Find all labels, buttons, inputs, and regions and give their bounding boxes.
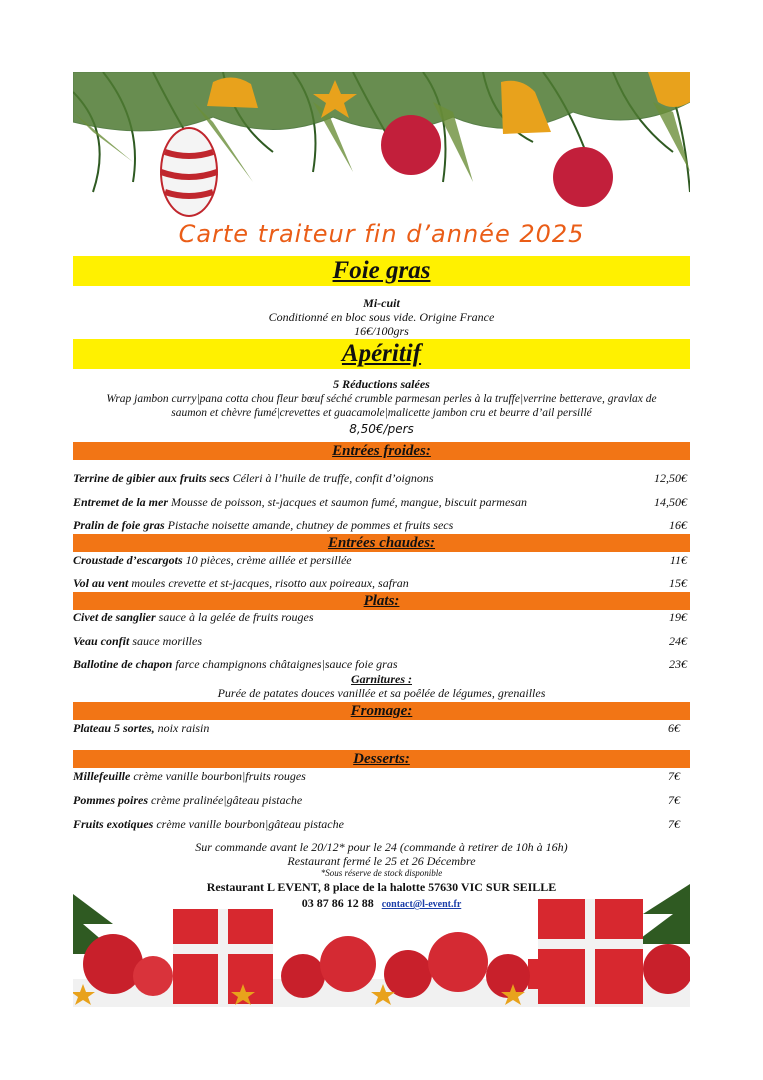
item-name: Pommes poires: [73, 793, 148, 807]
footer-phone: 03 87 86 12 88: [301, 896, 374, 910]
item-name: Veau confit: [73, 634, 130, 648]
section-entrees-chaudes-heading: [73, 534, 690, 552]
menu-item: [73, 721, 690, 735]
item-desc: Céleri à l’huile de truffe, confit d’oignons: [229, 471, 434, 485]
item-price: 19€: [669, 610, 687, 624]
section-plats-heading: [73, 592, 690, 610]
menu-item: [73, 793, 690, 807]
item-desc: sauce à la gelée de fruits rouges: [155, 610, 314, 624]
item-name: Entremet de la mer: [73, 495, 168, 509]
section-aperitif-heading: [73, 339, 690, 369]
item-name: Civet de sanglier: [73, 610, 156, 624]
menu-item: [73, 495, 690, 509]
menu-item: [73, 471, 690, 485]
section-entrees-chaudes-heading-text: Entrées chaudes:: [327, 535, 436, 551]
footer-closed-note: Restaurant fermé le 25 et 26 Décembre: [287, 854, 476, 868]
menu-item: [73, 634, 690, 648]
item-desc: crème vanille bourbon|gâteau pistache: [153, 817, 344, 831]
item-name: Vol au vent: [73, 576, 129, 590]
garnitures-desc: Purée de patates douces vanillée et sa poêlée de légumes, grenailles: [217, 686, 546, 700]
menu-item: [73, 576, 690, 590]
item-desc: crème vanille bourbon|fruits rouges: [130, 769, 306, 783]
foie-gras-desc: Conditionné en bloc sous vide. Origine France: [268, 310, 495, 324]
section-foie-gras-heading: [73, 256, 690, 286]
item-desc: sauce morilles: [129, 634, 202, 648]
item-price: 6€: [668, 721, 680, 735]
section-aperitif-heading-text: Apéritif: [341, 340, 422, 367]
section-entrees-froides-heading: [73, 442, 690, 460]
aperitif-desc-line1: Wrap jambon curry|pana cotta chou fleur bœuf séché crumble parmesan perles à la truffe|verrine betterave, gravlax de: [106, 393, 657, 405]
item-price: 7€: [668, 769, 680, 783]
item-price: 7€: [668, 793, 680, 807]
item-name: Pralin de foie gras: [73, 518, 165, 532]
section-desserts-heading-text: Desserts:: [353, 751, 410, 767]
foie-gras-name: Mi-cuit: [363, 296, 400, 310]
christmas-garland-image: [73, 72, 690, 222]
section-plats-heading-text: Plats:: [363, 593, 400, 609]
item-price: 11€: [669, 553, 687, 567]
menu-item: [73, 518, 690, 532]
item-name: Millefeuille: [73, 769, 131, 783]
item-price: 16€: [669, 518, 687, 532]
item-desc: farce champignons châtaignes|sauce foie gras: [172, 657, 398, 671]
footer-stock-note: *Sous réserve de stock disponible: [320, 868, 443, 878]
menu-item: [73, 817, 690, 831]
menu-item: [73, 610, 690, 624]
item-price: 15€: [669, 576, 687, 590]
section-desserts-heading: [73, 750, 690, 768]
item-price: 23€: [669, 657, 687, 671]
item-price: 14,50€: [654, 495, 687, 509]
item-desc: crème pralinée|gâteau pistache: [148, 793, 303, 807]
menu-item: [73, 657, 690, 671]
section-foie-gras-heading-text: Foie gras: [332, 257, 431, 284]
aperitif-price: 8,50€/pers: [349, 422, 414, 436]
footer-contact: [73, 896, 690, 912]
item-desc: Pistache noisette amande, chutney de pommes et fruits secs: [164, 518, 454, 532]
foie-gras-price: 16€/100grs: [354, 324, 409, 338]
item-desc: 10 pièces, crème aillée et persillée: [182, 553, 352, 567]
item-name: Croustade d’escargots: [73, 553, 183, 567]
item-name: Fruits exotiques: [73, 817, 154, 831]
section-fromage-heading-text: Fromage:: [350, 703, 413, 719]
menu-item: [73, 769, 690, 783]
item-price: 24€: [669, 634, 687, 648]
aperitif-desc-line2: saumon et chèvre fumé|crevettes et guacamole|malicette jambon cru et beurre d’ail persillé: [171, 407, 592, 419]
menu-item: [73, 553, 690, 567]
item-name: Ballotine de chapon: [73, 657, 173, 671]
menu-page: [73, 72, 690, 1007]
item-desc: noix raisin: [154, 721, 210, 735]
item-name: Terrine de gibier aux fruits secs: [73, 471, 230, 485]
section-entrees-froides-heading-text: Entrées froides:: [332, 443, 431, 459]
footer-order-note: Sur commande avant le 20/12* pour le 24 (commande à retirer de 10h à 16h): [195, 840, 568, 854]
item-price: 12,50€: [654, 471, 687, 485]
section-fromage-heading: [73, 702, 690, 720]
footer-address: Restaurant L EVENT, 8 place de la halotte 57630 VIC SUR SEILLE: [206, 880, 557, 894]
item-desc: moules crevette et st-jacques, risotto aux poireaux, safran: [128, 576, 409, 590]
garnitures-label: Garnitures :: [350, 672, 412, 686]
item-desc: Mousse de poisson, st-jacques et saumon fumé, mangue, biscuit parmesan: [168, 495, 527, 509]
item-name: Plateau 5 sortes,: [73, 721, 155, 735]
aperitif-name: 5 Réductions salées: [333, 377, 430, 391]
menu-title: Carte traiteur fin d’année 2025: [178, 220, 585, 248]
footer-email-link[interactable]: contact@l-event.fr: [381, 899, 462, 910]
item-price: 7€: [668, 817, 680, 831]
